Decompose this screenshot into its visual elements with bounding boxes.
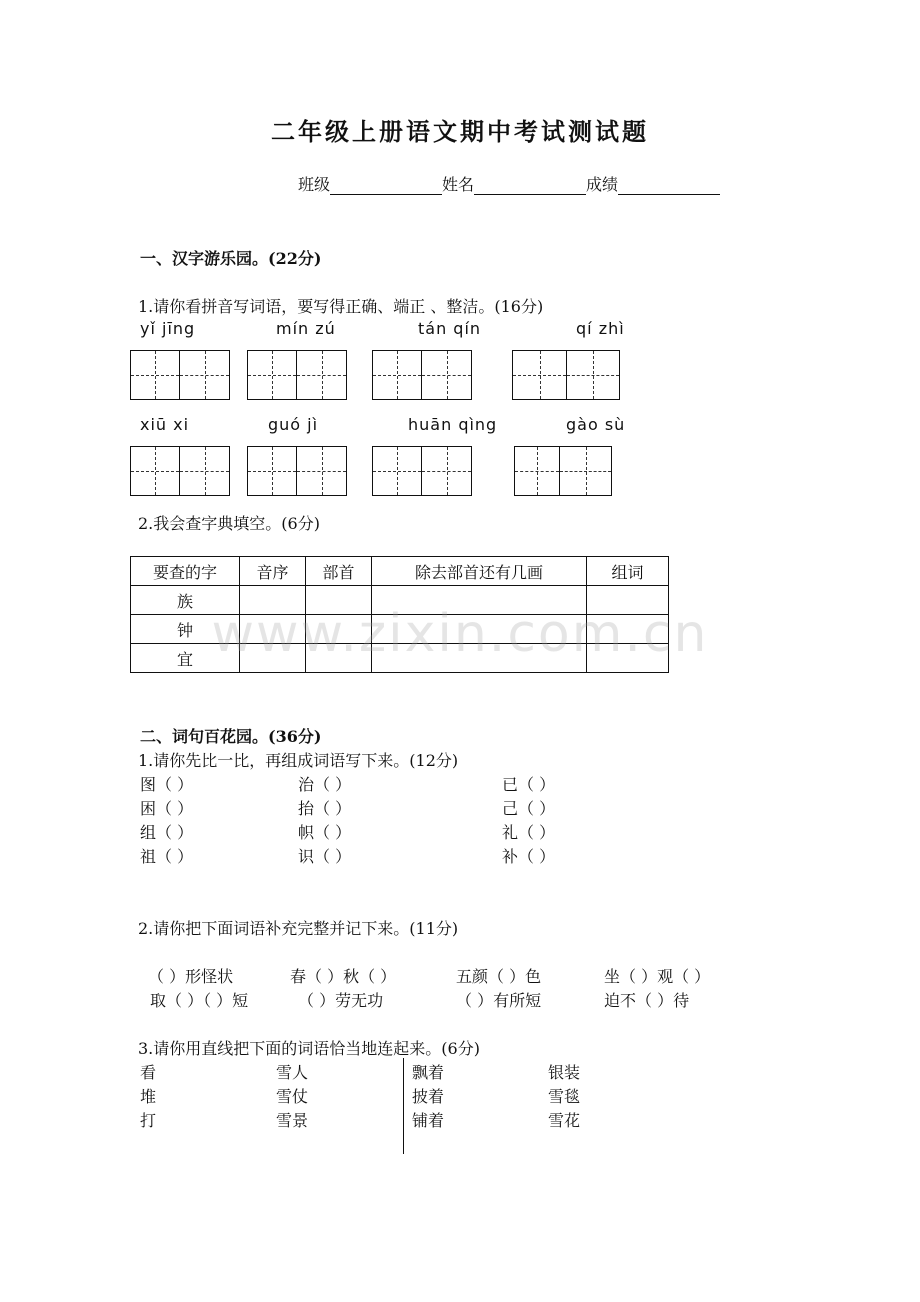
idiom-blank: 取（ ）（ ）短 <box>150 991 249 1010</box>
student-info <box>298 172 720 195</box>
char-cell: 宜 <box>131 644 240 673</box>
idiom-blank: （ ）有所短 <box>456 991 542 1010</box>
page-title: 二年级上册语文期中考试测试题 <box>271 117 649 146</box>
score-blank[interactable] <box>618 176 720 195</box>
s2-q3-prompt: 3.请你用直线把下面的词语恰当地连起来。(6分) <box>138 1039 480 1058</box>
match-word: 看 <box>140 1063 157 1082</box>
class-label: 班级 <box>298 175 331 194</box>
q2-prompt: 2.我会查字典填空。(6分) <box>138 514 320 533</box>
word-pair: 治（ ） <box>298 775 352 794</box>
pinyin-8: gào sù <box>566 415 626 434</box>
name-label: 姓名 <box>442 175 475 194</box>
pinyin-5: xiū xi <box>140 415 190 434</box>
writing-grid[interactable] <box>130 350 230 400</box>
char-cell: 族 <box>131 586 240 615</box>
match-word: 雪花 <box>548 1111 581 1130</box>
writing-grid[interactable] <box>372 446 472 496</box>
match-word: 雪仗 <box>276 1087 309 1106</box>
match-word: 飘着 <box>412 1063 445 1082</box>
word-pair: 组（ ） <box>140 823 194 842</box>
match-word: 打 <box>140 1111 157 1130</box>
pinyin-4: qí zhì <box>576 319 625 338</box>
pinyin-2: mín zú <box>276 319 336 338</box>
match-word: 银装 <box>548 1063 581 1082</box>
divider-line <box>403 1058 404 1154</box>
word-pair: 补（ ） <box>502 847 556 866</box>
idiom-blank: 五颜（ ）色 <box>456 967 542 986</box>
table-header-row <box>131 557 669 586</box>
class-blank[interactable] <box>330 176 442 195</box>
pinyin-1: yǐ jīng <box>140 319 196 338</box>
section1-heading: 一、汉字游乐园。(22分) <box>140 249 322 268</box>
table-header-cell: 要查的字 <box>131 557 240 586</box>
word-pair: 已（ ） <box>502 775 556 794</box>
idiom-blank: 春（ ）秋（ ） <box>290 967 397 986</box>
idiom-blank: （ ）形怪状 <box>148 967 234 986</box>
word-pair: 困（ ） <box>140 799 194 818</box>
writing-grid[interactable] <box>514 446 612 496</box>
word-pair: 己（ ） <box>502 799 556 818</box>
idiom-blank: 迫不（ ）待 <box>604 991 690 1010</box>
match-word: 堆 <box>140 1087 157 1106</box>
pinyin-6: guó jì <box>268 415 319 434</box>
match-word: 披着 <box>412 1087 445 1106</box>
pinyin-7: huān qìng <box>408 415 498 434</box>
name-blank[interactable] <box>474 176 586 195</box>
table-header-cell: 音序 <box>240 557 306 586</box>
word-pair: 图（ ） <box>140 775 194 794</box>
match-word: 雪景 <box>276 1111 309 1130</box>
word-pair: 帜（ ） <box>298 823 352 842</box>
s2-q2-prompt: 2.请你把下面词语补充完整并记下来。(11分) <box>138 919 459 938</box>
watermark: www.zixin.com.cn <box>211 604 709 664</box>
idiom-blank: （ ）劳无功 <box>298 991 384 1010</box>
word-pair: 礼（ ） <box>502 823 556 842</box>
match-word: 雪人 <box>276 1063 309 1082</box>
section2-heading: 二、词句百花园。(36分) <box>140 727 322 746</box>
word-pair: 祖（ ） <box>140 847 194 866</box>
table-header-cell: 除去部首还有几画 <box>372 557 587 586</box>
q1-prompt: 1.请你看拼音写词语，要写得正确、端正 、整洁。(16分) <box>138 297 544 316</box>
char-cell: 钟 <box>131 615 240 644</box>
writing-grid[interactable] <box>512 350 620 400</box>
score-label: 成绩 <box>586 175 619 194</box>
pinyin-3: tán qín <box>418 319 482 338</box>
table-header-cell: 组词 <box>587 557 669 586</box>
s2-q1-prompt: 1.请你先比一比，再组成词语写下来。(12分) <box>138 751 459 770</box>
idiom-blank: 坐（ ）观（ ） <box>604 967 711 986</box>
table-header-cell: 部首 <box>306 557 372 586</box>
word-pair: 抬（ ） <box>298 799 352 818</box>
writing-grid[interactable] <box>247 350 347 400</box>
writing-grid[interactable] <box>247 446 347 496</box>
word-pair: 识（ ） <box>298 847 352 866</box>
writing-grid[interactable] <box>130 446 230 496</box>
writing-grid[interactable] <box>372 350 472 400</box>
match-word: 雪毯 <box>548 1087 581 1106</box>
match-word: 铺着 <box>412 1111 445 1130</box>
